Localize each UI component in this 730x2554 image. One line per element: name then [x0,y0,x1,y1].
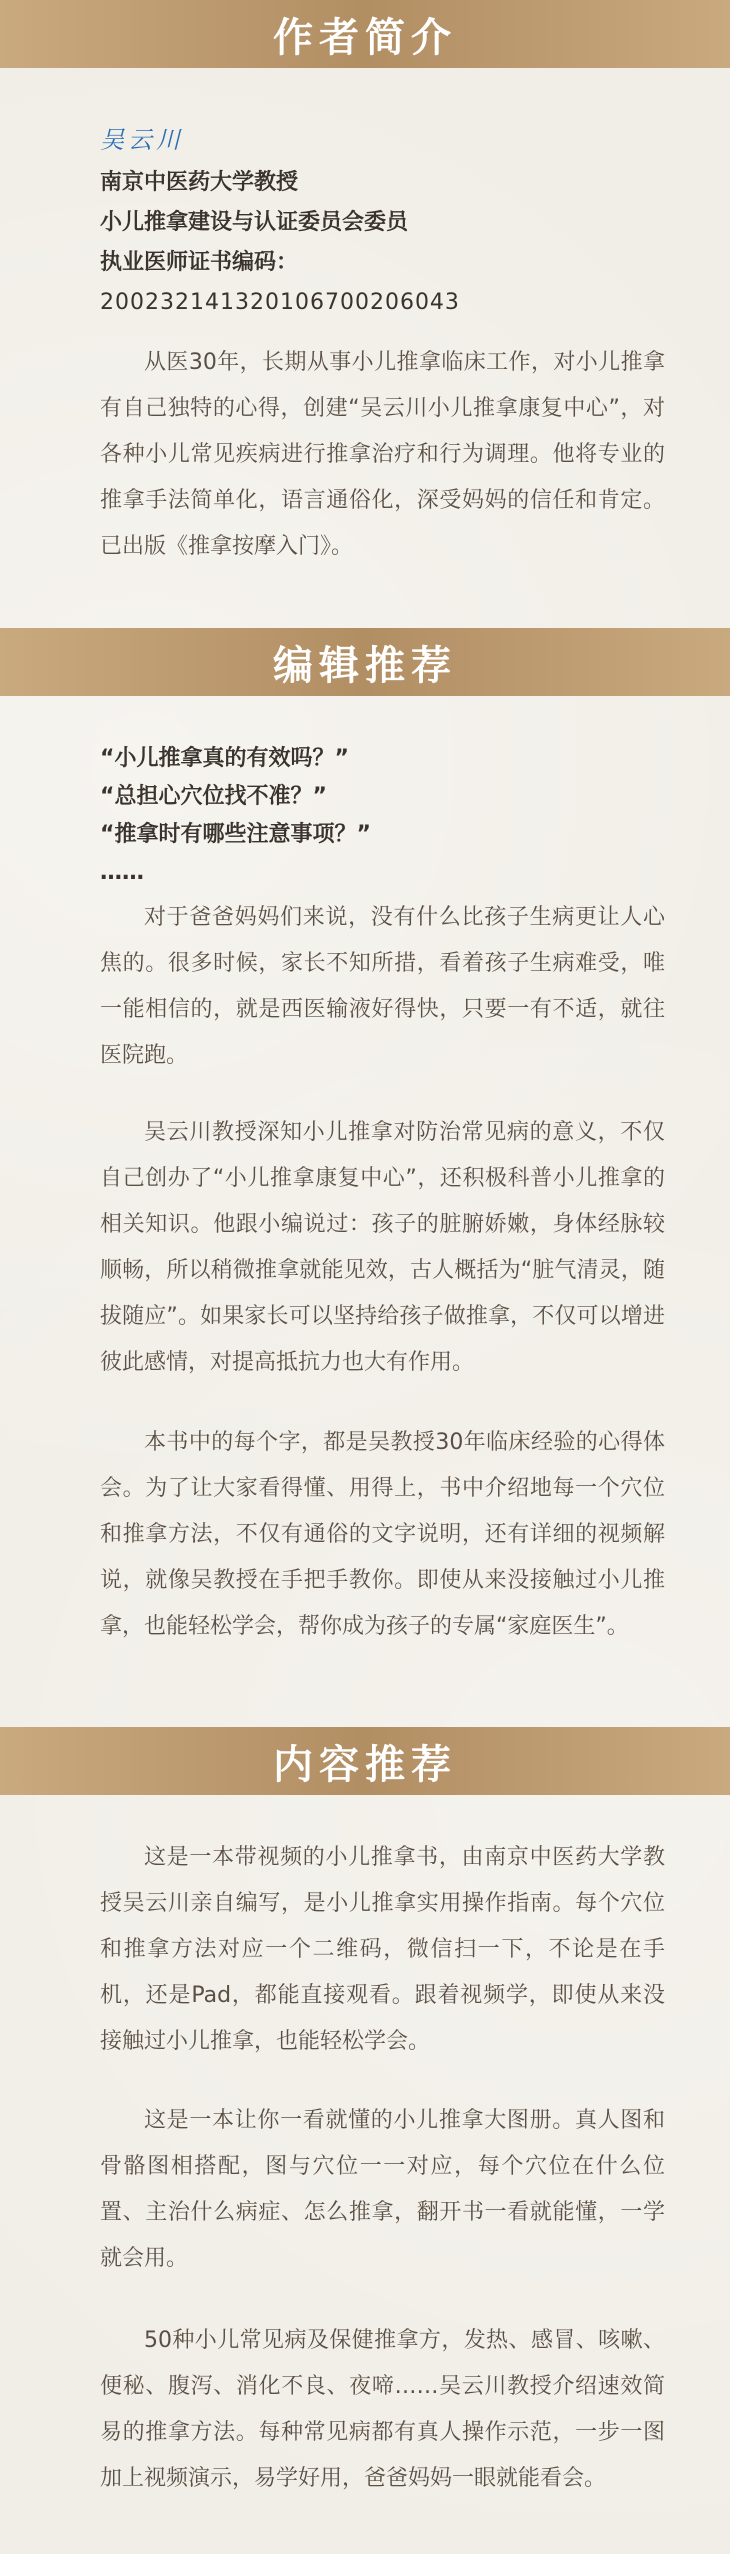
author-section-title: 作者简介 [273,13,457,61]
author-info [100,120,665,323]
author-credential: 小儿推拿建设与认证委员会委员 [100,210,409,235]
author-bio [100,340,665,570]
content-paragraph-text: 这是一本让你一看就懂的小儿推拿大图册。真人图和骨骼图相搭配，图与穴位一一对应，每个穴位在什么位置、主治什么病症、怎么推拿，翻开书一看就能懂，一学就会用。 [100,2108,665,2271]
editor-paragraph [100,895,665,1079]
editor-quotes [100,740,665,892]
editor-paragraph-text: 吴云川教授深知小儿推拿对防治常见病的意义，不仅自己创办了“小儿推拿康复中心”，还积极科普小儿推拿的相关知识。他跟小编说过：孩子的脏腑娇嫩，身体经脉较顺畅，所以稍微推拿就能见效，古人概括为“脏气清灵，随拔随应”。如果家长可以坚持给孩子做推拿，不仅可以增进彼此感情，对提高抵抗力也大有作用。 [100,1120,665,1375]
editor-section-banner [0,628,730,696]
editor-quote: “总担心穴位找不准？” [100,784,327,809]
content-paragraph [100,1835,665,2065]
content-paragraph-text: 50种小儿常见病及保健推拿方，发热、感冒、咳嗽、便秘、腹泻、消化不良、夜啼……吴云川教授介绍速效简易的推拿方法。每种常见病都有真人操作示范，一步一图加上视频演示，易学好用，爸爸妈妈一眼就能看会。 [100,2328,665,2491]
author-bio-text: 从医30年，长期从事小儿推拿临床工作，对小儿推拿有自己独特的心得，创建“吴云川小儿推拿康复中心”，对各种小儿常见疾病进行推拿治疗和行为调理。他将专业的推拿手法简单化，语言通俗化，深受妈妈的信任和肯定。已出版《推拿按摩入门》。 [100,350,665,559]
author-signature: 吴云川 [100,126,184,154]
author-section-banner [0,0,730,68]
editor-quote: “小儿推拿真的有效吗？” [100,746,349,771]
editor-paragraph [100,1110,665,1386]
license-number: 200232141320106700206043 [100,290,460,315]
editor-paragraph-text: 本书中的每个字，都是吴教授30年临床经验的心得体会。为了让大家看得懂、用得上，书中介绍地每一个穴位和推拿方法，不仅有通俗的文字说明，还有详细的视频解说，就像吴教授在手把手教你。即使从来没接触过小儿推拿，也能轻松学会，帮你成为孩子的专属“家庭医生”。 [100,1430,665,1639]
editor-quote-ellipsis: …… [100,860,144,885]
editor-paragraph-text: 对于爸爸妈妈们来说，没有什么比孩子生病更让人心焦的。很多时候，家长不知所措，看着孩子生病难受，唯一能相信的，就是西医输液好得快，只要一有不适，就往医院跑。 [100,905,665,1068]
content-section-title: 内容推荐 [273,1740,457,1788]
author-credential: 执业医师证书编码： [100,250,299,275]
author-credential: 南京中医药大学教授 [100,170,299,195]
editor-paragraph [100,1420,665,1650]
content-paragraph [100,2098,665,2282]
editor-quote: “推拿时有哪些注意事项？” [100,822,371,847]
editor-section-title: 编辑推荐 [273,641,457,689]
content-paragraph-text: 这是一本带视频的小儿推拿书，由南京中医药大学教授吴云川亲自编写，是小儿推拿实用操作指南。每个穴位和推拿方法对应一个二维码，微信扫一下，不论是在手机，还是Pad，都能直接观看。跟着视频学，即使从来没接触过小儿推拿，也能轻松学会。 [100,1845,665,2054]
content-paragraph [100,2318,665,2502]
content-section-banner [0,1727,730,1795]
